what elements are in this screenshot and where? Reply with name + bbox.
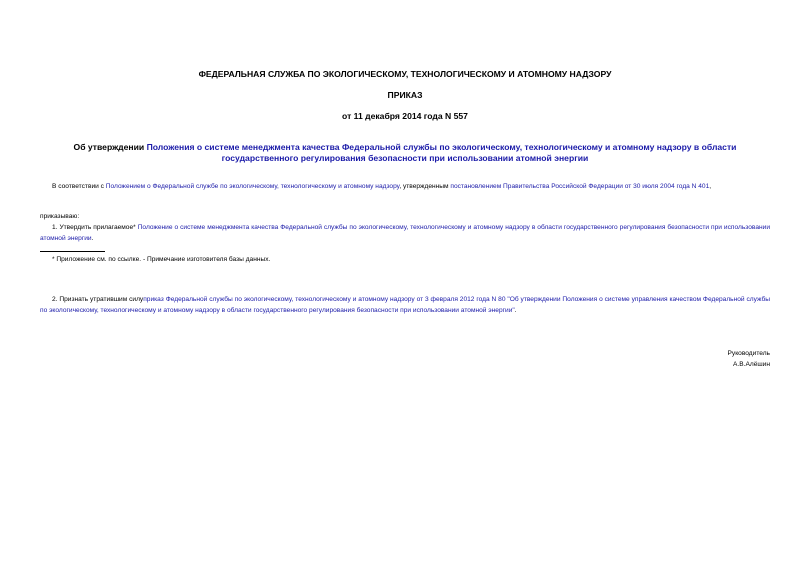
signature-role: Руководитель bbox=[727, 350, 770, 357]
agency-name: ФЕДЕРАЛЬНАЯ СЛУЖБА ПО ЭКОЛОГИЧЕСКОМУ, ТЕХНОЛОГИЧЕСКОМУ И АТОМНОМУ НАДЗОРУ bbox=[198, 69, 612, 79]
preamble-link-regulation[interactable]: Положением о Федеральной службе по экологическому, технологическому и атомному надзору bbox=[105, 183, 400, 190]
item-1-text: 1. Утвердить прилагаемое* bbox=[52, 224, 138, 231]
preamble-text-2: , утвержденным bbox=[399, 183, 451, 190]
title-link[interactable]: Положения о системе менеджмента качества Федеральной службы по экологическому, технологическому и атомному надзору в области государственного регулирования безопасности при использовании атомной энергии bbox=[146, 142, 737, 163]
preamble-link-resolution[interactable]: постановлением Правительства Российской Федерации от 30 июля 2004 года N 401 bbox=[450, 183, 710, 190]
footnote: * Приложение см. по ссылке. - Примечание изготовителя базы данных. bbox=[52, 256, 271, 263]
signature-name: А.В.Алёшин bbox=[733, 361, 770, 368]
item-2-end: . bbox=[514, 307, 517, 314]
preamble-paragraph bbox=[40, 181, 770, 192]
title-prefix: Об утверждении bbox=[73, 142, 147, 152]
order-word: приказываю: bbox=[40, 213, 80, 220]
document-title bbox=[40, 142, 770, 164]
preamble-text-3: , bbox=[709, 183, 712, 190]
item-2-link[interactable]: приказ Федеральной службы по экологическому, технологическому и атомному надзору от 3 февраля 2012 года N 80 "Об утверждении Положения о системе управления качеством Федеральной службы по экологическому, технологическому и атомному надзору в области государственного регулирования безопасности при использовании атомной энергии" bbox=[40, 296, 770, 314]
document-type: ПРИКАЗ bbox=[387, 90, 423, 100]
document-date-number: от 11 декабря 2014 года N 557 bbox=[342, 111, 468, 121]
footnote-divider bbox=[40, 251, 105, 252]
item-1-paragraph bbox=[40, 222, 770, 244]
item-1-link[interactable]: Положение о системе менеджмента качества Федеральной службы по экологическому, технологическому и атомному надзору в области государственного регулирования безопасности при использовании атомной энергии bbox=[40, 224, 771, 242]
preamble-text-1: В соответствии с bbox=[52, 183, 106, 190]
item-2-paragraph bbox=[40, 294, 770, 316]
item-1-end: . bbox=[91, 235, 94, 242]
item-2-text: 2. Признать утратившим силу bbox=[52, 296, 144, 303]
